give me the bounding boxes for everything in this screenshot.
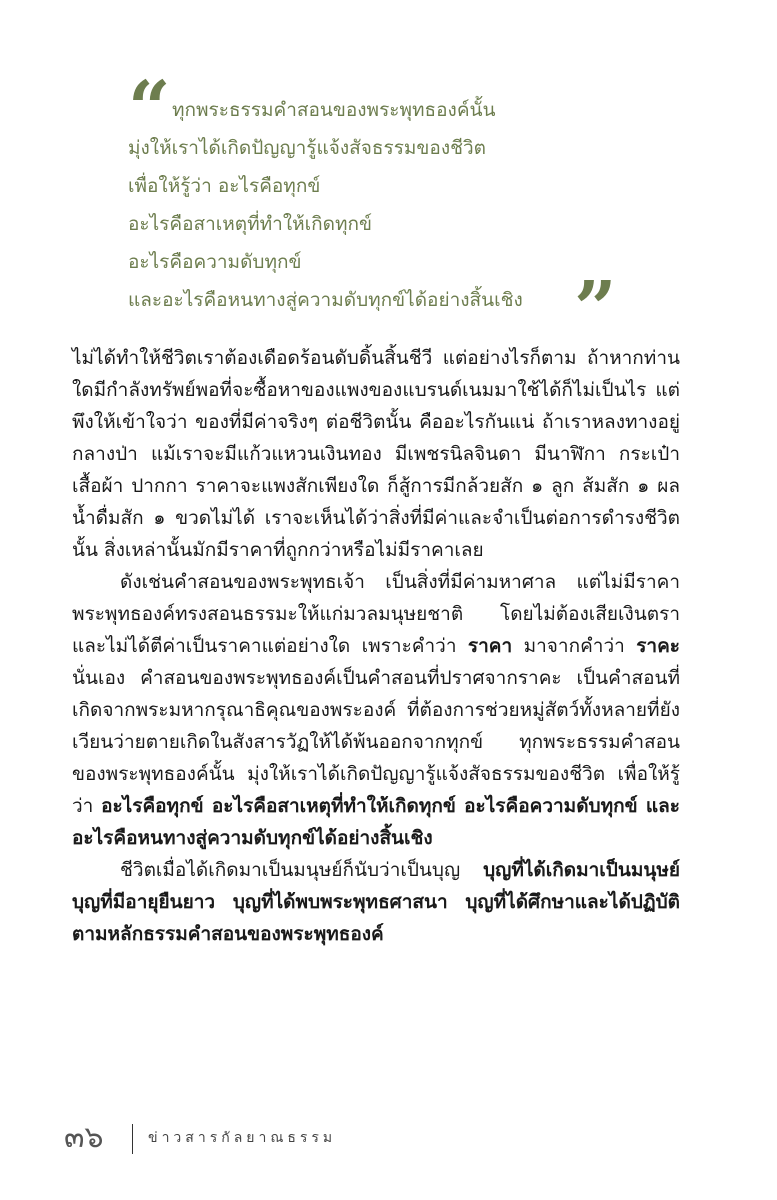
paragraph-2-text-a: ดังเช่นคำสอนของพระพุทธเจ้า เป็นสิ่งที่มีค่ามหาศาล แต่ไม่มีราคา พระพุทธองค์ทรงสอนธรรมะให้แก่มวลมนุษยชาติ โดยไม่ต้องเสียเงินตรา และไม่ได้ตีค่าเป็นราคาแต่อย่างใด เพราะคำว่า [72, 571, 680, 657]
publication-title: ข่าวสารกัลยาณธรรม [148, 1130, 337, 1146]
footer-divider [132, 1124, 133, 1154]
paragraph-3-text-a: ชีวิตเมื่อได้เกิดมาเป็นมนุษย์ก็นับว่าเป็นบุญ [120, 859, 461, 881]
bold-word-raka: ราคา [467, 635, 513, 657]
paragraph-1: ไม่ได้ทำให้ชีวิตเราต้องเดือดร้อนดับดิ้นสิ้นชีวี แต่อย่างไรก็ตาม ถ้าหากท่านใดมีกำลังทรัพย์พอที่จะซื้อหาของแพงของแบรนด์เนมมาใช้ได้ก็ไม่เป็นไร แต่พึงให้เข้าใจว่า ของที่มีค่าจริงๆ ต่อชีวิตนั้น คืออะไรกันแน่ ถ้าเราหลงทางอยู่กลางป่า แม้เราจะมีแก้วแหวนเงินทอง มีเพชรนิลจินดา มีนาฬิกา กระเป๋า เสื้อผ้า ปากกา ราคาจะแพงสักเพียงใด ก็สู้การมีกล้วยสัก ๑ ลูก ส้มสัก ๑ ผล น้ำดื่มสัก ๑ ขวดไม่ได้ เราจะเห็นได้ว่าสิ่งที่มีค่าและจำเป็นต่อการดำรงชีวิตนั้น สิ่งเหล่านั้นมักมีราคาที่ถูกกว่าหรือไม่มีราคาเลย [72, 347, 680, 561]
quote-line-2: มุ่งให้เราได้เกิดปัญญารู้แจ้งสัจธรรมของชีวิต [128, 137, 487, 159]
bold-four-noble-truths: อะไรคือทุกข์ อะไรคือสาเหตุที่ทำให้เกิดทุกข์ อะไรคือความดับทุกข์ และอะไรคือหนทางสู่ความดับทุกข์ได้อย่างสิ้นเชิง [72, 795, 680, 849]
paragraph-2-text-e: นั่นเอง คำสอนของพระพุทธองค์เป็นคำสอนที่ปราศจากราคะ เป็นคำสอนที่เกิดจากพระมหากรุณาธิคุณของพระองค์ ที่ต้องการช่วยหมู่สัตว์ทั้งหลายที่ยังเวียนว่ายตายเกิดในสังสารวัฏให้ได้พ้นออกจากทุกข์ ทุกพระธรรมคำสอนของพระพุทธองค์นั้น มุ่งให้เราได้เกิดปัญญารู้แจ้งสัจธรรมของชีวิต เพื่อให้รู้ว่า [72, 667, 680, 817]
quote-line-3: เพื่อให้รู้ว่า อะไรคือทุกข์ [128, 175, 321, 197]
paragraph-2-text-c: มาจากคำว่า [523, 635, 625, 657]
article-body [72, 342, 680, 950]
open-quote-mark: “ [128, 66, 171, 152]
quote-line-1: ทุกพระธรรมคำสอนของพระพุทธองค์นั้น [172, 99, 496, 121]
page-number: ๓๖ [64, 1120, 104, 1155]
bold-merits: บุญที่ได้เกิดมาเป็นมนุษย์ บุญที่มีอายุยืนยาว บุญที่ได้พบพระพุทธศาสนา บุญที่ได้ศึกษาและได้ปฏิบัติตามหลักธรรมคำสอนของพระพุทธองค์ [72, 859, 680, 945]
close-quote-mark: ” [574, 266, 617, 352]
quote-line-4: อะไรคือสาเหตุที่ทำให้เกิดทุกข์ [128, 213, 372, 235]
paragraph-2 [72, 566, 680, 854]
bold-word-raka-lust: ราคะ [636, 635, 680, 657]
quote-line-6: และอะไรคือหนทางสู่ความดับทุกข์ได้อย่างสิ้นเชิง [128, 289, 523, 311]
quote-line-5: อะไรคือความดับทุกข์ [128, 251, 302, 273]
paragraph-3 [72, 854, 680, 950]
